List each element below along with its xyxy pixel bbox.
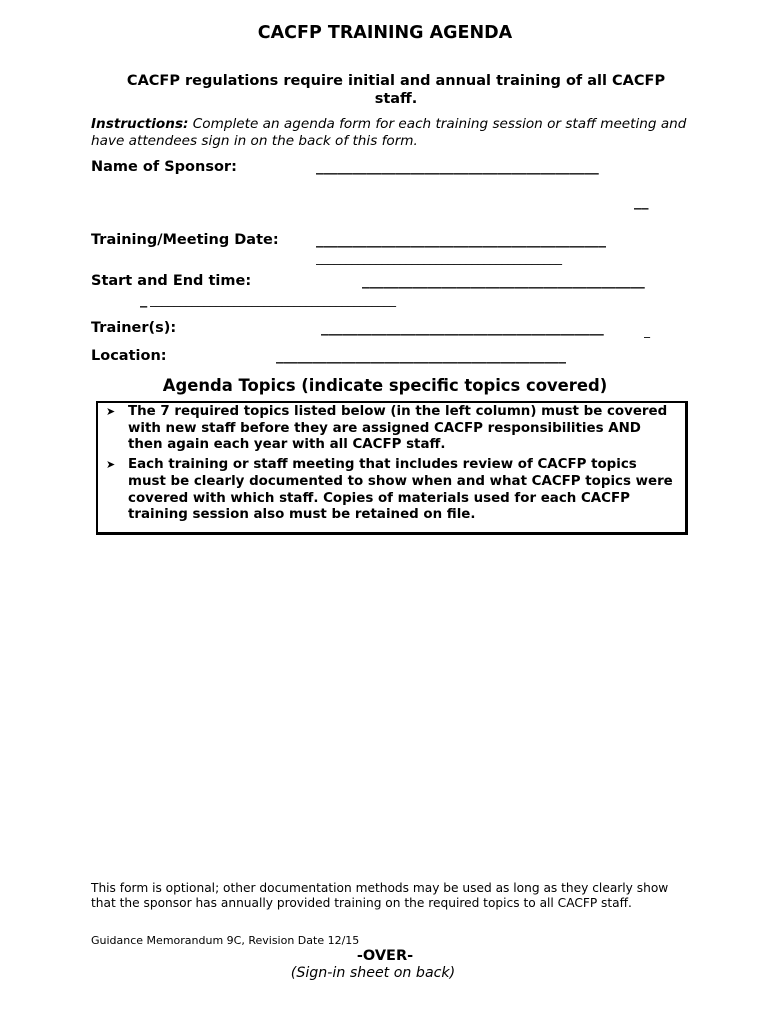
agenda-notice-text: Each training or staff meeting that includes review of CACFP topics must be clearly documented to show when and what CACFP topics were covered with which staff. Copies of materials used for each CACFP training session also must be retained on file.	[128, 457, 673, 523]
agenda-notice-list	[106, 404, 679, 527]
arrowhead-bullet-icon: ➤	[106, 405, 116, 418]
date-label: Training/Meeting Date:	[91, 232, 279, 248]
over-indicator: -OVER-	[356, 948, 414, 964]
agenda-notice-item	[106, 404, 679, 454]
agenda-notice-box	[96, 401, 688, 535]
page-title: CACFP TRAINING AGENDA	[257, 23, 513, 43]
time-blank-line[interactable]: _______________________________________	[362, 273, 645, 289]
sponsor-blank-continuation[interactable]: __	[634, 194, 649, 210]
location-blank-line[interactable]: ________________________________________	[276, 348, 566, 364]
trainer-label: Trainer(s):	[91, 320, 177, 336]
location-label: Location:	[91, 348, 167, 364]
sponsor-label: Name of Sponsor:	[91, 159, 237, 175]
arrowhead-bullet-icon: ➤	[106, 458, 116, 472]
trainer-blank-line[interactable]: _______________________________________	[321, 320, 604, 336]
instructions-label: Instructions:	[91, 116, 189, 132]
instructions-text: Complete an agenda form for each training session or staff meeting and have attendees sign in on the back of this form.	[91, 116, 687, 149]
signin-sheet-note: (Sign-in sheet on back)	[290, 965, 456, 981]
instructions-paragraph	[91, 116, 691, 149]
training-requirement-statement: CACFP regulations require initial and annual training of all CACFP staff.	[126, 73, 666, 107]
time-blank-second-line[interactable]: _________________________________________	[150, 293, 396, 307]
optional-form-note: This form is optional; other documentation methods may be used as long as they clearly show that the sponsor has annually provided training on the required topics to all CACFP staff.	[91, 881, 669, 910]
guidance-memo-reference: Guidance Memorandum 9C, Revision Date 12/15	[91, 934, 360, 947]
agenda-topics-heading: Agenda Topics (indicate specific topics covered)	[162, 376, 608, 395]
trainer-blank-tail: _	[644, 324, 650, 338]
time-blank-lead: _	[140, 292, 148, 308]
date-blank-second-line[interactable]: _________________________________________	[316, 251, 562, 265]
date-blank-line[interactable]: ________________________________________	[316, 232, 606, 248]
time-label: Start and End time:	[91, 273, 252, 289]
sponsor-blank-line[interactable]: _______________________________________	[316, 159, 599, 175]
agenda-notice-text: The 7 required topics listed below (in the left column) must be covered with new staff before they are assigned CACFP responsibilities AND then again each year with all CACFP staff.	[128, 404, 668, 453]
agenda-notice-item	[106, 457, 679, 524]
